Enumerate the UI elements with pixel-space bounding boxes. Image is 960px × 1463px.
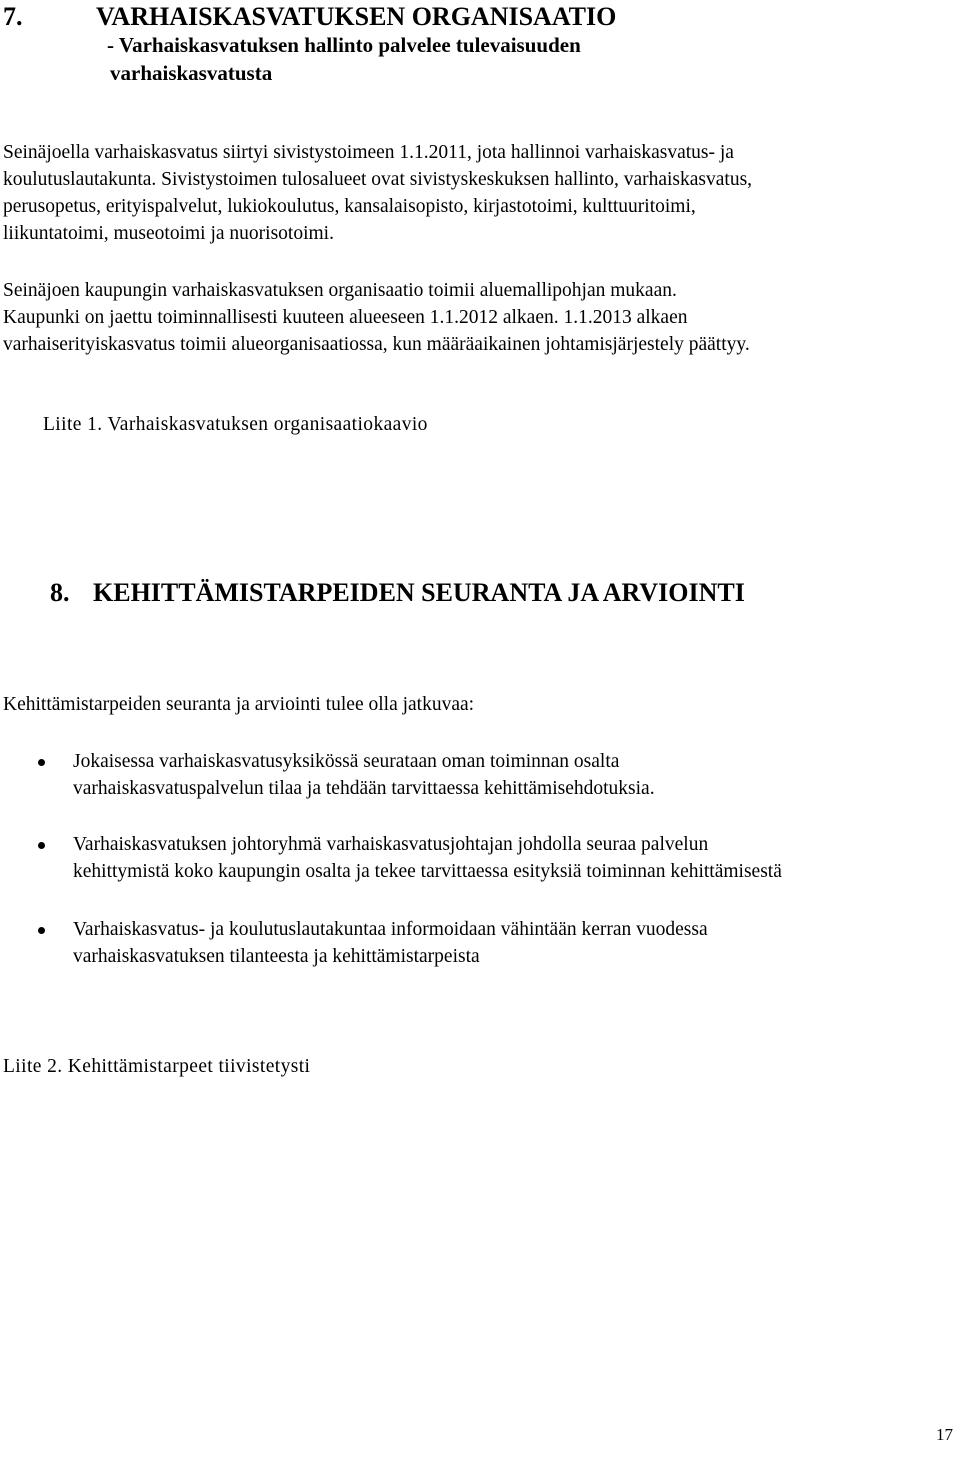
bullet-item-line-2: varhaiskasvatuspalvelun tilaa ja tehdään tarvittaessa kehittämisehdotuksia. (73, 778, 655, 799)
section-8-title: KEHITTÄMISTARPEIDEN SEURANTA JA ARVIOINTI (93, 578, 745, 607)
paragraph-2-line-2: Kaupunki on jaettu toiminnallisesti kuuteen alueeseen 1.1.2012 alkaen. 1.1.2013 alkaen (3, 307, 688, 328)
bullet-icon (38, 927, 45, 934)
paragraph-1-line-2: koulutuslautakunta. Sivistystoimen tulosalueet ovat sivistyskeskuksen hallinto, varhaiskasvatus, (3, 169, 753, 190)
bullet-item-line-1: Varhaiskasvatuksen johtoryhmä varhaiskasvatusjohtajan johdolla seuraa palvelun (73, 834, 709, 855)
bullet-item-line-2: kehittymistä koko kaupungin osalta ja tekee tarvittaessa esityksiä toiminnan kehittämisestä (73, 861, 782, 882)
paragraph-2-line-1: Seinäjoen kaupungin varhaiskasvatuksen organisaatio toimii aluemallipohjan mukaan. (3, 280, 677, 301)
page-number: 17 (936, 1425, 953, 1444)
bullet-item-line-1: Varhaiskasvatus- ja koulutuslautakuntaa informoidaan vähintään kerran vuodessa (73, 919, 708, 940)
appendix-2-reference: Liite 2. Kehittämistarpeet tiivistetysti (3, 1056, 311, 1077)
section-7-subtitle-line-2: varhaiskasvatusta (110, 61, 273, 85)
section-8-number: 8. (50, 578, 70, 607)
section-7-number: 7. (3, 2, 23, 31)
paragraph-1-line-3: perusopetus, erityispalvelut, lukiokoulutus, kansalaisopisto, kirjastotoimi, kulttuuritoimi, (3, 196, 696, 217)
appendix-1-reference: Liite 1. Varhaiskasvatuksen organisaatiokaavio (43, 414, 428, 435)
bullet-icon (38, 842, 45, 849)
bullet-icon (38, 759, 45, 766)
section-7-subtitle-line-1: - Varhaiskasvatuksen hallinto palvelee tulevaisuuden (107, 33, 581, 57)
bullet-item-line-2: varhaiskasvatuksen tilanteesta ja kehittämistarpeista (73, 946, 480, 967)
paragraph-2-line-3: varhaiserityiskasvatus toimii alueorganisaatiossa, kun määräaikainen johtamisjärjestely päättyy. (3, 334, 750, 355)
bullet-item-line-1: Jokaisessa varhaiskasvatusyksikössä seurataan oman toiminnan osalta (73, 751, 620, 772)
paragraph-1-line-1: Seinäjoella varhaiskasvatus siirtyi sivistystoimeen 1.1.2011, jota hallinnoi varhaiskasvatus- ja (3, 142, 734, 163)
follow-up-intro: Kehittämistarpeiden seuranta ja arviointi tulee olla jatkuvaa: (3, 694, 475, 715)
section-7-title: VARHAISKASVATUKSEN ORGANISAATIO (96, 2, 617, 31)
paragraph-1-line-4: liikuntatoimi, museotoimi ja nuorisotoimi. (3, 223, 334, 244)
